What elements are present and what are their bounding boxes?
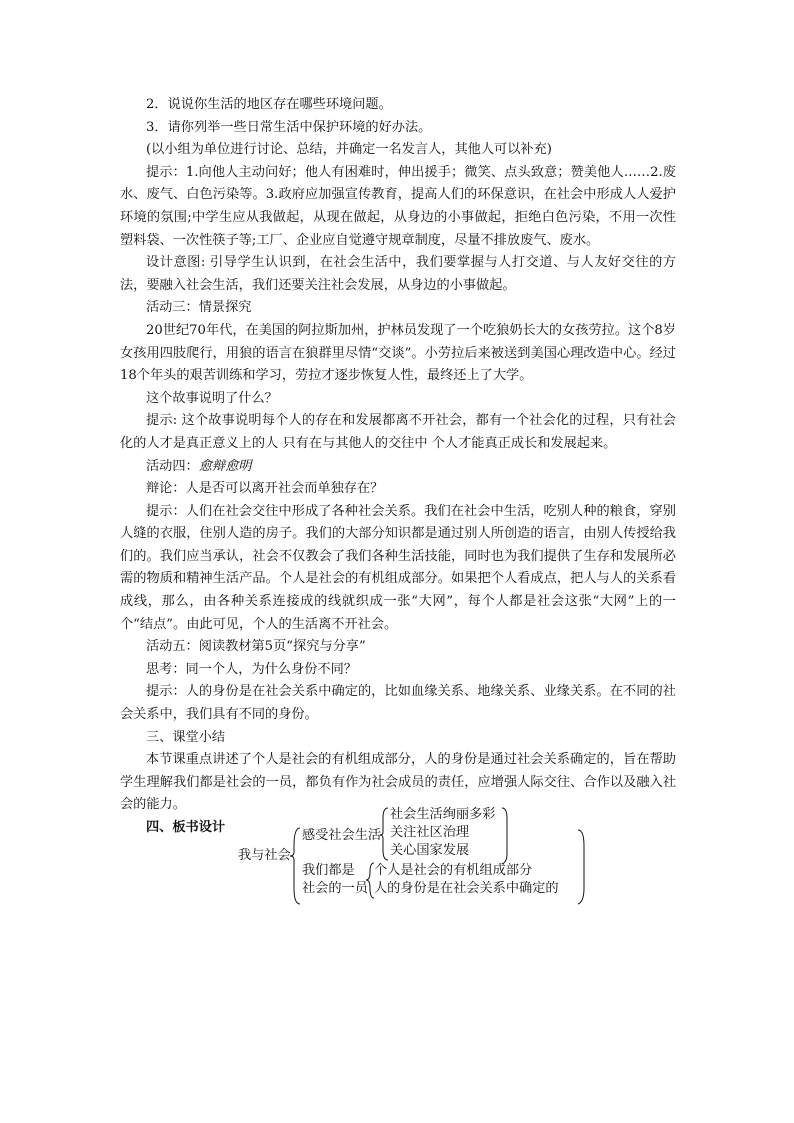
board-group-2-line-2: 社会的一员: [302, 881, 368, 896]
paragraph: 2．说说你生活的地区存在哪些环境问题。: [146, 97, 392, 112]
paragraph: 3．请你列举一些日常生活中保护环境的好办法。: [146, 119, 432, 135]
paragraph: 20世纪70年代，在美国的阿拉斯加州，护林员发现了一个吃狼奶长大的女孩劳拉。这个8岁女孩用四肢爬行，用狼的语言在狼群里尽情“交谈”。小劳拉后来被送到美国心理改造中心。经过18个年头的艰苦训练和学习，劳拉才逐步恢复人性，最终还上了大学。: [120, 322, 676, 384]
paragraph: 本节课重点讲述了个人是社会的有机组成部分，人的身份是通过社会关系确定的，旨在帮助学生理解我们都是社会的一员，都负有作为社会成员的责任，应增强人际交往、合作以及融入社会的能力。: [120, 752, 676, 813]
activity-label: 活动四：: [146, 458, 199, 474]
activity-title: 愈辩愈明: [198, 458, 252, 474]
board-group-1: 感受社会生活: [302, 828, 382, 843]
board-item: 关注社区治理: [390, 825, 470, 840]
section-heading: 活动五：阅读教材第5页“探究与分享”: [146, 639, 366, 655]
section-heading: 活动三：情景探究: [146, 300, 252, 316]
section-heading: [120, 456, 676, 479]
board-design-diagram: [238, 806, 598, 906]
section-heading: 四、板书设计: [146, 820, 226, 835]
board-item: 关心国家发展: [390, 843, 470, 858]
paragraph: 提示: 这个故事说明每个人的存在和发展都离不开社会，都有一个社会化的过程，只有社会化的人才是真正意义上的人 只有在与其他人的交往中 个人才能真正成长和发展起来。: [120, 413, 676, 451]
board-item: 人的身份是在社会关系中确定的: [374, 881, 559, 896]
board-item: 社会生活绚丽多彩: [390, 807, 496, 822]
paragraph: 提示：人们在社会交往中形成了各种社会关系。我们在社会中生活，吃别人种的粮食，穿别人缝的衣服，住别人造的房子。我们的大部分知识都是通过别人所创造的语言，由别人传授给我们的。我们应当承认，社会不仅教会了我们各种生活技能，同时也为我们提供了生存和发展所必需的物质和精神生活产品。个人是社会的有机组成部分。如果把个人看成点，把人与人的关系看成线，那么，由各种关系连接成的线就织成一张“大网”，每个人都是社会这张“大网”上的一个“结点”。由此可见，个人的生活离不开社会。: [120, 503, 676, 632]
board-root: 我与社会: [238, 848, 291, 863]
paragraph: 思考：同一个人，为什么身份不同？: [146, 661, 357, 677]
paragraph: 这个故事说明了什么？: [146, 390, 278, 406]
paragraph: 提示：人的身份是在社会关系中确定的，比如血缘关系、地缘关系、业缘关系。在不同的社会关系中，我们具有不同的身份。: [120, 684, 676, 723]
document-body: [120, 94, 676, 840]
board-item: 个人是社会的有机组成部分: [374, 863, 533, 878]
paragraph: 设计意图: 引导学生认识到，在社会生活中，我们要掌握与人打交道、与人友好交往的方法，要融入社会生活，我们还要关注社会发展，从身边的小事做起。: [120, 255, 676, 293]
paragraph: (以小组为单位进行讨论、总结，并确定一名发言人，其他人可以补充): [146, 142, 552, 158]
section-heading: 三、课堂小结: [146, 729, 226, 745]
paragraph: 提示：1.向他人主动问好；他人有困难时，伸出援手；微笑、点头致意；赞美他人……2.废水、废气、白色污染等。3.政府应加强宣传教育，提高人们的环保意识，在社会中形成人人爱护环境的氛围;中学生应从我做起，从现在做起，从身边的小事做起，拒绝白色污染，不用一次性塑料袋、一次性筷子等;工厂、企业应自觉遵守规章制度，尽量不排放废气、废水。: [120, 164, 676, 248]
paragraph: 辩论：人是否可以离开社会而单独存在？: [146, 481, 384, 497]
board-group-2-line-1: 我们都是: [302, 863, 355, 878]
